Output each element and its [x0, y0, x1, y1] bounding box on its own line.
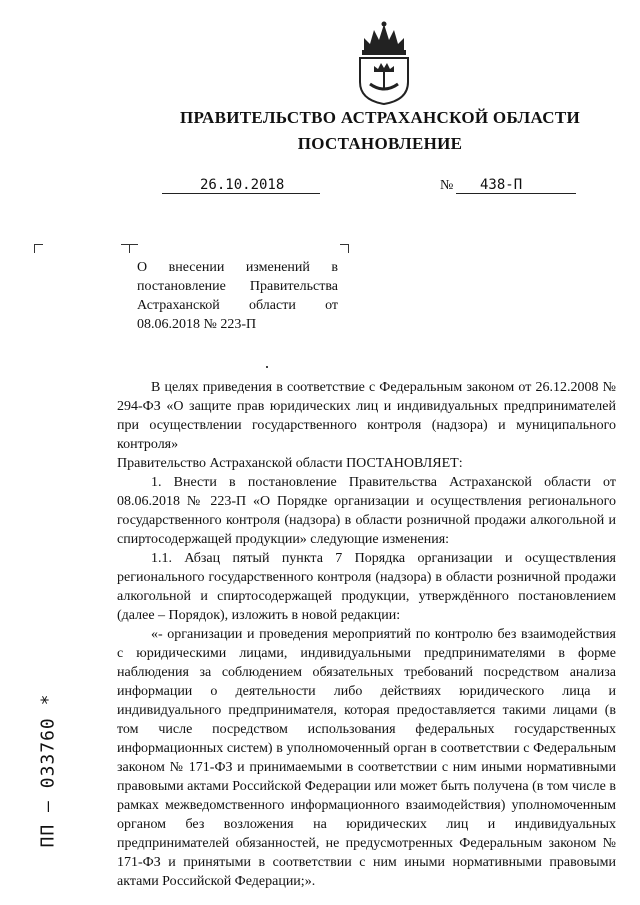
date-underline [162, 193, 320, 194]
body-paragraph: Правительство Астраханской области ПОСТАНОВЛЯЕТ: [117, 456, 463, 471]
document-subject: О внесении изменений в постановление Правительства Астраханской области от 08.06.2018 № 223-П [137, 260, 338, 332]
organization-title: ПРАВИТЕЛЬСТВО АСТРАХАНСКОЙ ОБЛАСТИ [180, 108, 580, 127]
coat-of-arms-emblem [352, 20, 416, 106]
body-paragraph: 1.1. Абзац пятый пункта 7 Порядка организации и осуществления регионального государственного контроля (надзора) в области розничной продажи алкогольной и спиртосодержащей продукции, утверждённого постановлением (далее – Порядок), изложить в новой редакции: [117, 551, 616, 623]
body-paragraph: «- организации и проведения мероприятий по контролю без взаимодействия с юридическими лицами, индивидуальными предпринимателями в форме наблюдения за соблюдением обязательных требований посредством анализа информации о деятельности либо действиях юридического лица и индивидуального предпринимателя, которая предоставляется такими лицами (в том числе посредством использования федеральных государственных информационных систем) в уполномоченный орган в соответствии с Федеральным законом № 171-ФЗ и принимаемыми в соответствии с ним иными нормативными правовыми актами Российской Федерации или может быть получена (в том числе в рамках межведомственного информационного взаимодействия) уполномоченным органом без возложения на юридических лиц и индивидуальных предпринимателей обязанностей, не предусмотренных Федеральным законом № 171-ФЗ и принятыми в соответствии с ним иными нормативными правовыми актами Российской Федерации;». [117, 627, 616, 889]
scan-speck [266, 366, 268, 368]
document-type: ПОСТАНОВЛЕНИЕ [297, 134, 463, 153]
number-underline [456, 193, 576, 194]
document-date: 26.10.2018 [200, 177, 285, 193]
serial-stamp: ПП – 033760 * [37, 693, 59, 848]
number-sign: № [440, 178, 454, 193]
document-number: 438-П [480, 177, 523, 193]
body-paragraph: В целях приведения в соответствие с Федеральным законом от 26.12.2008 № 294-ФЗ «О защите прав юридических лиц и индивидуальных предпринимателей при осуществлении государственного контроля (надзора) и муниципального контроля» [117, 380, 616, 452]
subject-corner-mark [340, 244, 349, 253]
margin-corner-mark [34, 244, 43, 253]
document-body [117, 378, 616, 891]
body-paragraph: 1. Внести в постановление Правительства Астраханской области от 08.06.2018 № 223-П «О Порядке организации и осуществления регионального государственного контроля (надзора) в области розничной продажи алкогольной и спиртосодержащей продукции» следующие изменения: [117, 475, 616, 547]
subject-corner-mark [129, 244, 138, 253]
